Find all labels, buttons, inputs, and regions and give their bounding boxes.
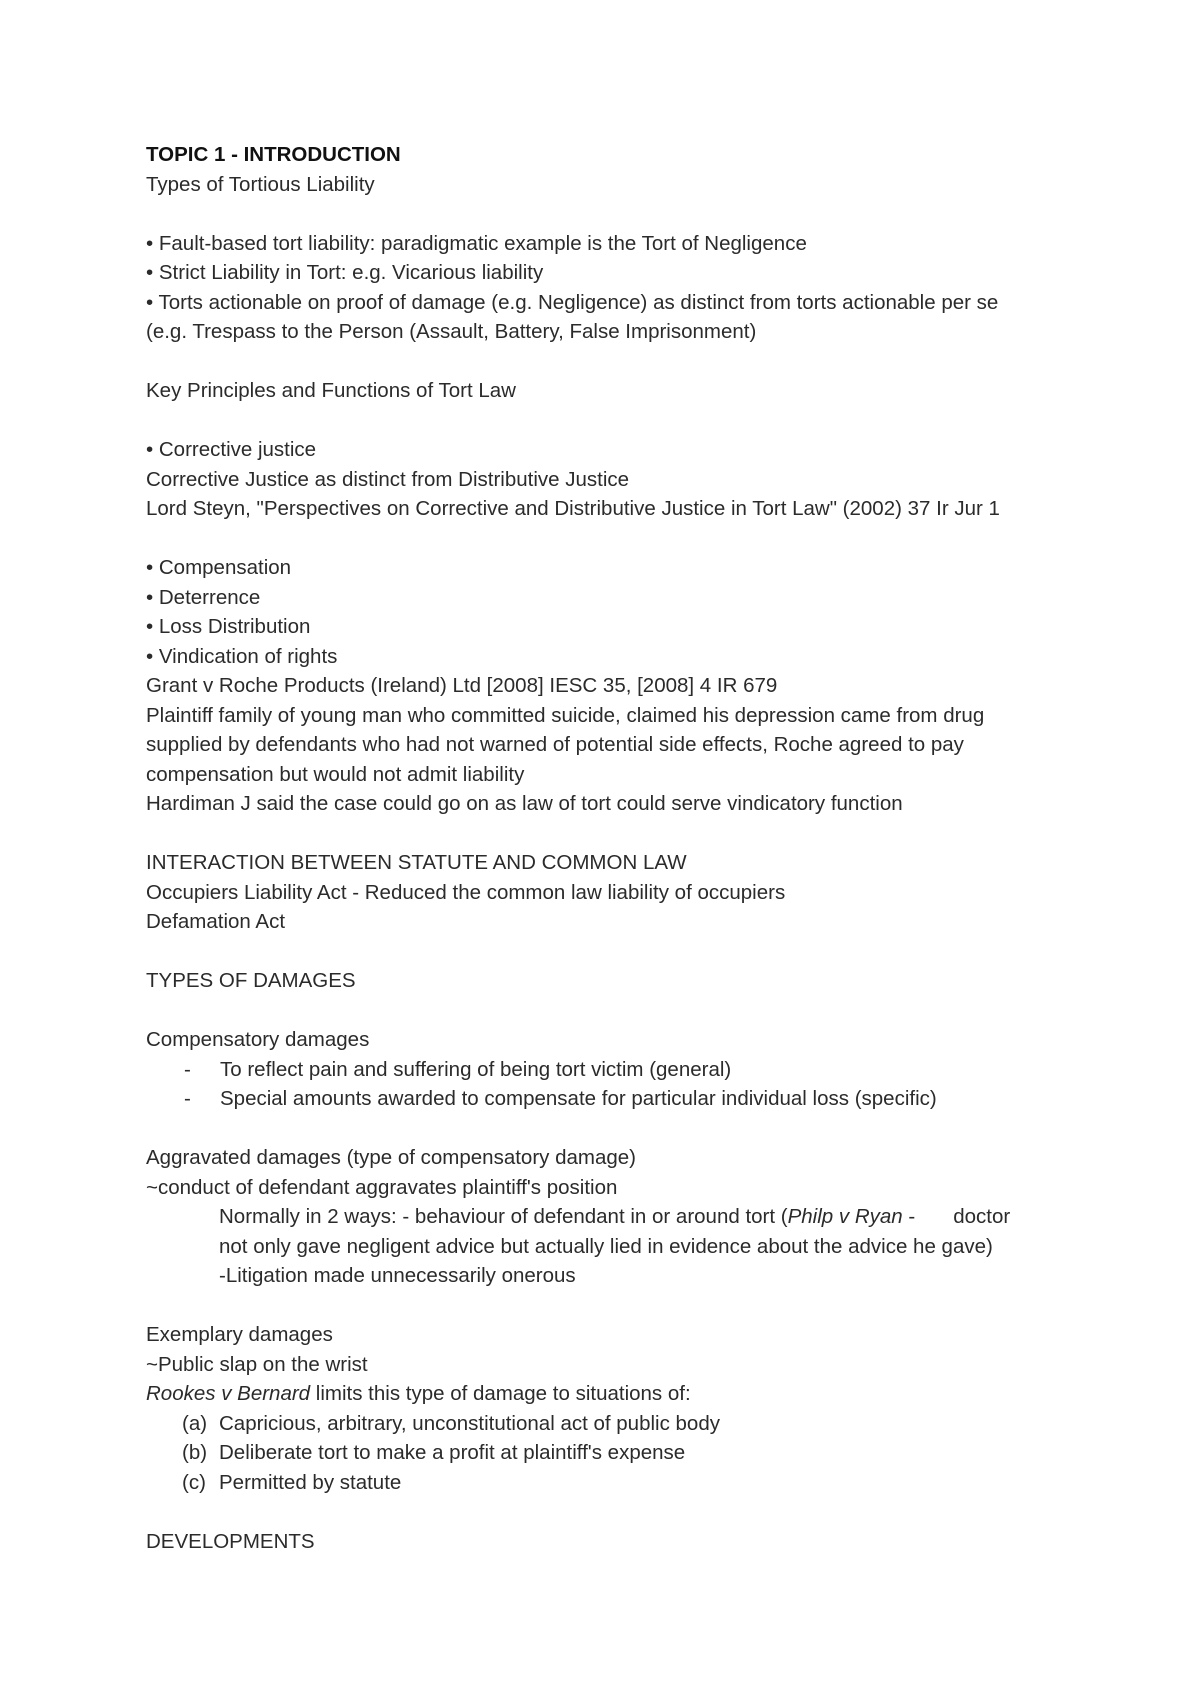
citation-line: Grant v Roche Products (Ireland) Ltd [2008] IESC 35, [2008] 4 IR 679 [146,674,778,697]
text-run: doctor [953,1205,1011,1228]
subsection-heading: Compensatory damages [146,1028,370,1051]
page-title: TOPIC 1 - INTRODUCTION [146,143,401,166]
dash-list-item [146,1055,1126,1085]
subsection-heading: Aggravated damages (type of compensatory damage) [146,1146,636,1169]
list-item: • Compensation [146,556,292,579]
paragraph-line: Plaintiff family of young man who committed suicide, claimed his depression came from drug [146,703,985,727]
dash-item-text: To reflect pain and suffering of being tort victim (general) [220,1057,732,1081]
indented-line: not only gave negligent advice but actually lied in evidence about the advice he gave) [219,1234,993,1258]
indented-line [146,1202,1126,1232]
paragraph-line: Occupiers Liability Act - Reduced the common law liability of occupiers [146,880,786,904]
case-name: Rookes v Bernard [146,1382,311,1405]
paragraph-line: Defamation Act [146,910,286,933]
section-heading: TYPES OF DAMAGES [146,969,356,992]
list-item: • Vindication of rights [146,644,338,668]
dash-list-item [146,1084,1126,1114]
text-run: limits this type of damage to situations of: [310,1382,691,1405]
list-item-continuation: (e.g. Trespass to the Person (Assault, Battery, False Imprisonment) [146,320,757,343]
section-heading: Key Principles and Functions of Tort Law [146,379,516,402]
document-body [146,140,1126,1556]
text-run: - [902,1205,916,1228]
dash-marker: - [184,1057,191,1081]
list-item: • Corrective justice [146,438,317,461]
list-item: • Torts actionable on proof of damage (e.g. Negligence) as distinct from torts actionable per se [146,290,999,314]
text-run: Normally in 2 ways: - behaviour of defendant in or around tort ( [219,1205,788,1228]
list-item: • Strict Liability in Tort: e.g. Vicarious liability [146,261,544,284]
lettered-list-item [146,1409,1126,1439]
list-item-text: Capricious, arbitrary, unconstitutional act of public body [219,1411,720,1435]
paragraph-line: compensation but would not admit liability [146,762,525,786]
list-item-text: Permitted by statute [219,1470,402,1494]
list-item: • Fault-based tort liability: paradigmatic example is the Tort of Negligence [146,231,807,255]
indented-line: -Litigation made unnecessarily onerous [219,1264,576,1287]
dash-item-text: Special amounts awarded to compensate for particular individual loss (specific) [220,1087,937,1110]
paragraph-line: ~conduct of defendant aggravates plaintiff's position [146,1175,618,1199]
paragraph-line: supplied by defendants who had not warned of potential side effects, Roche agreed to pay [146,733,964,756]
list-item-text: Deliberate tort to make a profit at plaintiff's expense [219,1441,686,1464]
section-heading: DEVELOPMENTS [146,1529,315,1553]
lettered-list-item [146,1468,1126,1498]
subsection-heading: Exemplary damages [146,1323,333,1346]
case-name: Philp v Ryan [787,1205,903,1228]
lettered-list-item [146,1438,1126,1468]
paragraph-line [146,1379,1126,1409]
list-marker: (b) [182,1441,208,1464]
list-item: • Loss Distribution [146,615,311,638]
list-marker: (c) [182,1470,206,1494]
paragraph-line: Hardiman J said the case could go on as law of tort could serve vindicatory function [146,792,903,815]
list-marker: (a) [182,1411,208,1435]
list-item: • Deterrence [146,585,261,609]
paragraph-line: Corrective Justice as distinct from Distributive Justice [146,467,630,491]
dash-marker: - [184,1087,191,1110]
section-heading: Types of Tortious Liability [146,172,375,196]
paragraph-line: ~Public slap on the wrist [146,1352,368,1376]
section-heading: INTERACTION BETWEEN STATUTE AND COMMON LAW [146,851,687,874]
citation-line: Lord Steyn, "Perspectives on Corrective and Distributive Justice in Tort Law" (2002) 37 Ir Jur 1 [146,497,1000,520]
